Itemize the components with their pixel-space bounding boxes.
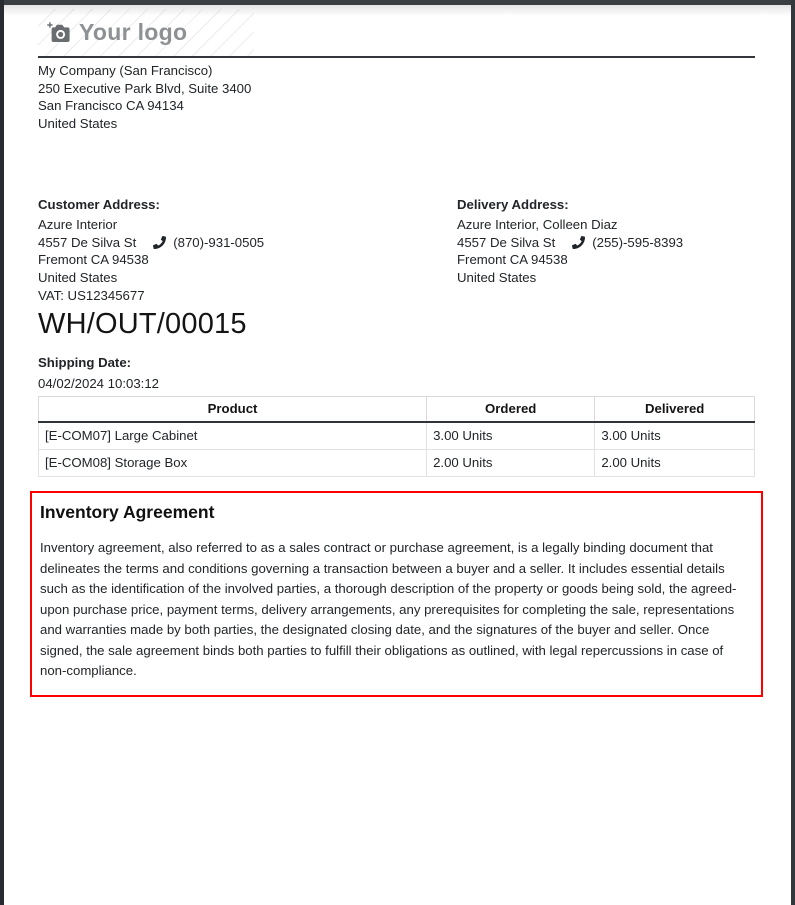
delivery-phone (572, 234, 683, 252)
shipping-date-heading: Shipping Date: (38, 355, 132, 370)
header-divider (38, 56, 755, 58)
customer-address-block (38, 196, 457, 305)
camera-plus-icon (47, 22, 70, 43)
shipping-date-block (38, 354, 159, 393)
customer-country: United States (38, 270, 118, 286)
viewer-left-edge (0, 0, 4, 905)
shipping-date-value: 04/02/2024 10:03:12 (38, 376, 159, 391)
viewer-top-edge (0, 0, 795, 5)
cell-delivered: 3.00 Units (595, 422, 755, 450)
delivery-address-heading: Delivery Address: (457, 197, 569, 212)
delivery-name: Azure Interior, Colleen Diaz (457, 216, 618, 232)
customer-street-line (38, 234, 457, 252)
page-top-shadow (0, 5, 795, 16)
delivery-country: United States (457, 270, 537, 286)
viewer-right-edge (791, 0, 795, 905)
customer-vat: VAT: US12345677 (38, 287, 145, 303)
company-name: My Company (San Francisco) (38, 63, 213, 78)
addresses-section (38, 196, 755, 305)
cell-ordered: 2.00 Units (427, 450, 595, 477)
company-address-block (38, 62, 251, 133)
company-street: 250 Executive Park Blvd, Suite 3400 (38, 80, 252, 96)
customer-name: Azure Interior (38, 216, 118, 232)
customer-address-heading: Customer Address: (38, 197, 160, 212)
col-header-ordered: Ordered (427, 397, 595, 423)
document-title: WH/OUT/00015 (38, 308, 247, 340)
agreement-body: Inventory agreement, also referred to as a sales contract or purchase agreement, is a legally binding document that delineates the terms and conditions governing a transaction between a buyer and a seller. It includes essential details such as the identification of the involved parties, a thorough description of the property or goods being sold, the agreed-upon purchase price, payment terms, delivery arrangements, any prerequisites for completing the sale, representations and warranties made by both parties, the designated closing date, and the signatures of the buyer and seller. Once signed, the sale agreement binds both parties to fulfill their obligations as outlined, with legal repercussions in case of non-compliance. (40, 540, 737, 678)
agreement-heading: Inventory Agreement (40, 502, 215, 522)
customer-phone-number: (870)-931-0505 (173, 234, 265, 250)
table-header-row (39, 397, 755, 423)
inventory-agreement-box (30, 491, 763, 697)
col-header-delivered: Delivered (595, 397, 755, 423)
delivery-street-line (457, 234, 755, 252)
logo-placeholder-text: Your logo (79, 19, 188, 45)
phone-icon (572, 236, 585, 249)
cell-delivered: 2.00 Units (595, 450, 755, 477)
cell-ordered: 3.00 Units (427, 422, 595, 450)
phone-icon (153, 236, 166, 249)
customer-street: 4557 De Silva St (38, 234, 137, 250)
product-lines-table (38, 396, 755, 477)
delivery-address-block (457, 196, 755, 305)
customer-phone (153, 234, 264, 252)
table-row (39, 450, 755, 477)
delivery-street: 4557 De Silva St (457, 234, 556, 250)
company-city: San Francisco CA 94134 (38, 98, 184, 114)
cell-product: [E-COM08] Storage Box (39, 450, 427, 477)
delivery-phone-number: (255)-595-8393 (592, 234, 684, 250)
company-logo-placeholder (38, 9, 254, 56)
col-header-product: Product (39, 397, 427, 423)
company-country: United States (38, 116, 118, 132)
table-row (39, 422, 755, 450)
delivery-city: Fremont CA 94538 (457, 252, 568, 268)
cell-product: [E-COM07] Large Cabinet (39, 422, 427, 450)
customer-city: Fremont CA 94538 (38, 252, 149, 268)
